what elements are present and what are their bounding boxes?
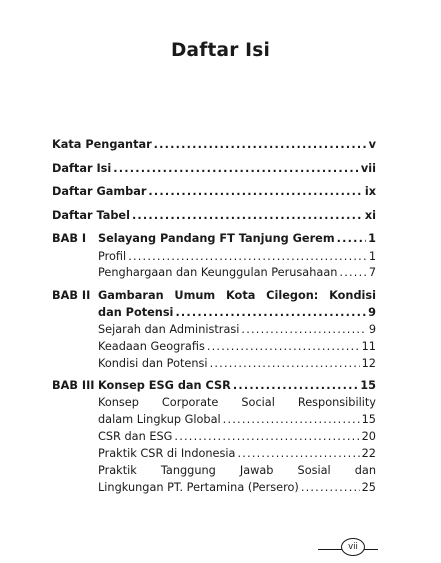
- toc-entry-label: Keadaan Geografis: [98, 340, 205, 353]
- toc-section-csr-esg[interactable]: [98, 428, 376, 446]
- toc-entry-page: 22: [361, 447, 376, 460]
- toc-entry-page: 25: [361, 481, 376, 494]
- toc-chapter-1-title[interactable]: [98, 230, 376, 248]
- toc-entry-label: CSR dan ESG: [98, 430, 173, 443]
- toc-section-geografis[interactable]: [98, 338, 376, 356]
- toc-section-konsep-csr-line1[interactable]: Konsep Corporate Social Responsibility: [98, 396, 376, 409]
- toc-section-praktik-pertamina[interactable]: [98, 479, 376, 497]
- toc-entry-daftar-isi[interactable]: [52, 160, 376, 178]
- page-number-badge: vii: [341, 538, 365, 556]
- toc-entry-label: Selayang Pandang FT Tanjung Gerem: [98, 232, 335, 245]
- toc-entry-daftar-tabel[interactable]: [52, 207, 376, 225]
- toc-entry-page: ix: [364, 185, 376, 198]
- toc-chapter-2-title[interactable]: [98, 304, 376, 322]
- toc-entry-label: Sejarah dan Administrasi: [98, 323, 240, 336]
- toc-entry-label: Daftar Isi: [52, 162, 112, 175]
- leader-dots: [148, 183, 362, 201]
- leader-dots: [154, 136, 367, 154]
- toc-chapter-2-title-line1[interactable]: Gambaran Umum Kota Cilegon: Kondisi: [98, 289, 376, 302]
- toc-section-kondisi[interactable]: [98, 355, 376, 373]
- leader-dots: [233, 377, 358, 395]
- toc-entry-page: 11: [361, 340, 376, 353]
- toc-entry-page: 9: [368, 323, 376, 336]
- toc-section-praktik-pertamina-line1[interactable]: Praktik Tanggung Jawab Sosial dan: [98, 464, 376, 477]
- toc-entry-label: Praktik CSR di Indonesia: [98, 447, 236, 460]
- toc-entry-page: 9: [368, 306, 376, 319]
- toc-section-konsep-csr[interactable]: [98, 411, 376, 429]
- toc-entry-label: dalam Lingkup Global: [98, 413, 221, 426]
- leader-dots: [339, 264, 366, 282]
- leader-dots: [174, 428, 359, 446]
- toc-entry-label: Konsep ESG dan CSR: [98, 379, 231, 392]
- toc-entry-page: 12: [361, 357, 376, 370]
- toc-entry-label: Kondisi dan Potensi: [98, 357, 208, 370]
- toc-entry-kata-pengantar[interactable]: [52, 136, 376, 154]
- toc-entry-page: 1: [368, 232, 376, 245]
- toc-entry-label: Daftar Gambar: [52, 185, 147, 198]
- toc-entry-label: Profil: [98, 250, 127, 263]
- toc-entry-page: v: [368, 138, 376, 151]
- toc-entry-page: 7: [368, 266, 376, 279]
- toc-entry-page: xi: [364, 209, 376, 222]
- toc-entry-page: 15: [360, 379, 376, 392]
- page-title: Daftar Isi: [170, 40, 271, 61]
- toc-entry-label: Lingkungan PT. Pertamina (Persero): [98, 481, 299, 494]
- leader-dots: [337, 230, 367, 248]
- toc-entry-page: 15: [361, 413, 376, 426]
- chapter-code: BAB II: [52, 289, 91, 302]
- chapter-code: BAB I: [52, 232, 87, 245]
- leader-dots: [207, 338, 360, 356]
- leader-dots: [113, 160, 359, 178]
- toc-entry-label: dan Potensi: [98, 306, 174, 319]
- leader-dots: [223, 411, 360, 429]
- leader-dots: [132, 207, 363, 225]
- toc-section-penghargaan[interactable]: [98, 264, 376, 282]
- toc-entry-daftar-gambar[interactable]: [52, 183, 376, 201]
- toc-entry-page: vii: [360, 162, 376, 175]
- toc-entry-label: Penghargaan dan Keunggulan Perusahaan: [98, 266, 338, 279]
- leader-dots: [301, 479, 360, 497]
- toc-section-praktik-csr[interactable]: [98, 445, 376, 463]
- chapter-code: BAB III: [52, 379, 95, 392]
- leader-dots: [241, 321, 366, 339]
- toc-entry-page: 20: [361, 430, 376, 443]
- toc-chapter-3-title[interactable]: [98, 377, 376, 395]
- toc-entry-label: Kata Pengantar: [52, 138, 152, 151]
- toc-entry-label: Daftar Tabel: [52, 209, 130, 222]
- leader-dots: [237, 445, 359, 463]
- toc-entry-page: 1: [368, 250, 376, 263]
- leader-dots: [175, 304, 366, 322]
- leader-dots: [210, 355, 360, 373]
- toc-section-sejarah[interactable]: [98, 321, 376, 339]
